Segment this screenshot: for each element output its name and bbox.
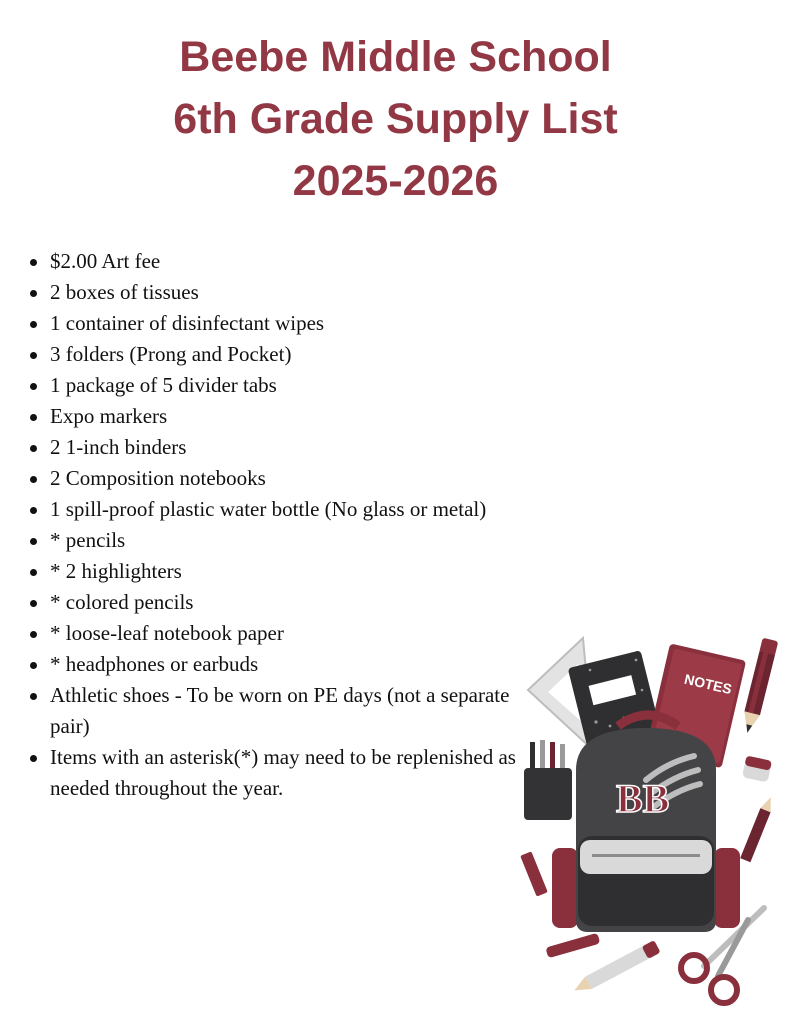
page-title (0, 26, 791, 212)
marker-icon (545, 933, 600, 958)
list-item: * headphones or earbuds (28, 649, 548, 680)
list-item: Expo markers (28, 401, 548, 432)
title-grade: 6th Grade Supply List (173, 95, 618, 143)
list-item: 3 folders (Prong and Pocket) (28, 339, 548, 370)
pencil-icon (740, 795, 776, 862)
notes-label: NOTES (682, 670, 734, 698)
list-item: 1 container of disinfectant wipes (28, 308, 548, 339)
list-item: * colored pencils (28, 587, 548, 618)
list-item: * pencils (28, 525, 548, 556)
backpack-illustration (518, 630, 778, 1010)
title-year: 2025-2026 (292, 157, 499, 205)
list-item: 2 boxes of tissues (28, 277, 548, 308)
supply-list (28, 246, 548, 804)
list-item: * loose-leaf notebook paper (28, 618, 548, 649)
pencil-icon (571, 940, 661, 996)
list-item: * 2 highlighters (28, 556, 548, 587)
pencil-icon (740, 638, 778, 735)
crayon-icon (520, 851, 548, 896)
title-school: Beebe Middle School (179, 33, 612, 81)
pencil-cup-icon (524, 740, 572, 820)
list-item: 2 1-inch binders (28, 432, 548, 463)
list-item: 2 Composition notebooks (28, 463, 548, 494)
list-item: $2.00 Art fee (28, 246, 548, 277)
list-item: 1 package of 5 divider tabs (28, 370, 548, 401)
list-item: 1 spill-proof plastic water bottle (No glass or metal) (28, 494, 548, 525)
bb-logo-text: BB (616, 776, 670, 821)
eraser-icon (742, 756, 772, 783)
list-item: Items with an asterisk(*) may need to be replenished as needed throughout the year. (28, 742, 548, 804)
list-item: Athletic shoes - To be worn on PE days (not a separate pair) (28, 680, 548, 742)
